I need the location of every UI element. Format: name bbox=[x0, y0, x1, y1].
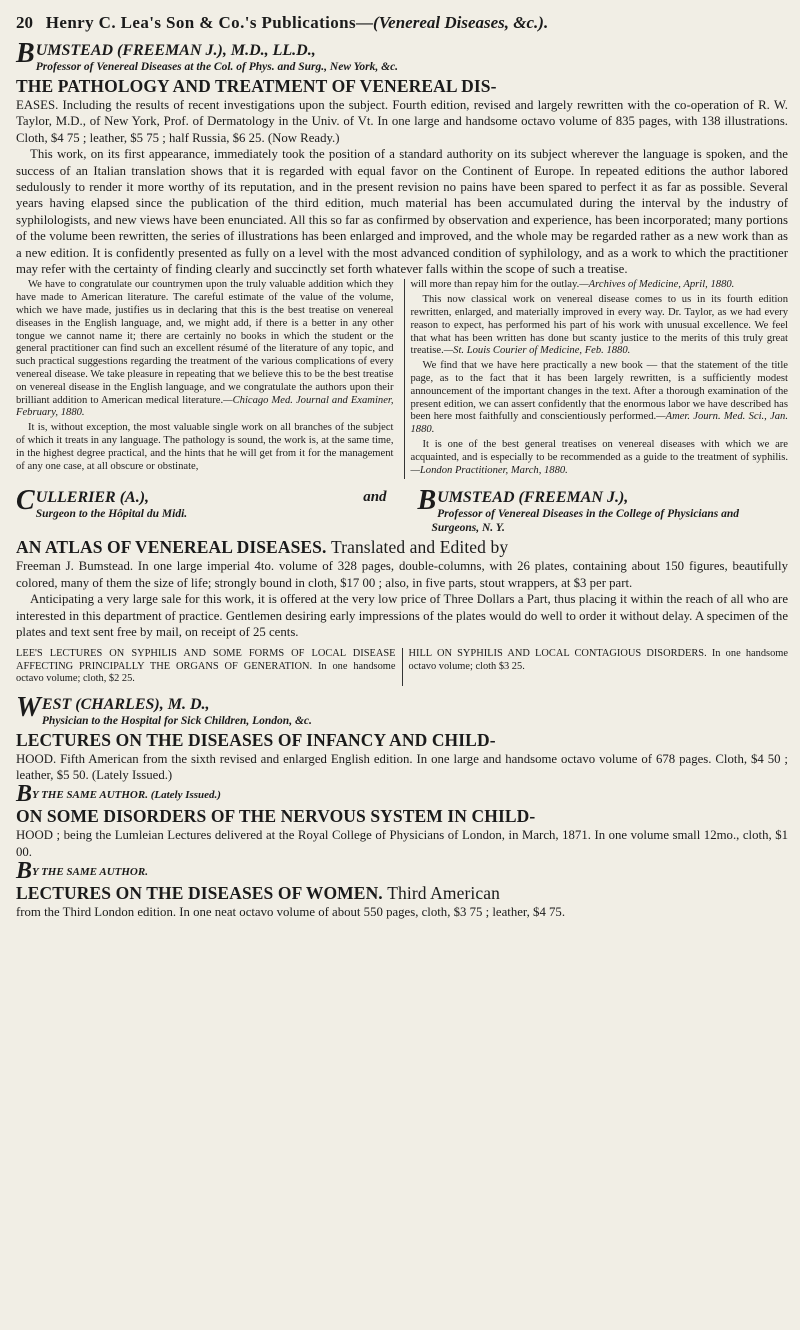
book-title: LECTURES ON THE DISEASES OF INFANCY AND CHILD- bbox=[16, 729, 496, 750]
author-position: Professor of Venereal Diseases in the College of Physicians and Surgeons, N. Y. bbox=[431, 508, 740, 535]
book-description: EASES. Including the results of recent investigations upon the subject. Fourth edition, revised and largely rewritten with the co-operation of R. W. Taylor, M.D., of New York, Prof. of Dermatology in the Univ. of Vt. In one large and handsome octavo volume of 835 pages, with 138 illustrations. Cloth, $4 75 ; leather, $5 75 ; half Russia, $6 25. (Now Ready.) bbox=[16, 98, 788, 145]
by-same-author bbox=[16, 858, 788, 885]
book-paragraph: This work, on its first appearance, immediately took the position of a standard authority on its subject wherever the language is spoken, and the success of an Italian translation shows that it is regarded with equal favor on the Continent of Europe. In repeated editions the author labored sedulously to render it more worthy of its reputation, and in the present revision no pains have been spared to perfect it as far as possible. Several years having elapsed since the publication of the third edition, much material has been accumulated during the interval by the industry of syphilologists, and new views have been enunciated. All this so far as confirmed by observation and experience, has been incorporated; many portions of the volume been rewritten, the series of illustrations has been enlarged and improved, and the whole may be regarded rather as a new work than as a new edition. It is confidently presented as fully on a level with the most advanced condition of syphilology, and as a work to which the practitioner may refer with the certainty of finding clearly and succinctly set forth whatever falls within the scope of such a treatise. bbox=[16, 147, 788, 277]
dropcap: B bbox=[16, 858, 33, 885]
publisher-name: Henry C. Lea's Son & Co.'s Publications bbox=[45, 13, 357, 32]
dropcap: B bbox=[16, 781, 33, 808]
review-cite: —St. Louis Courier of Medicine, Feb. 1880. bbox=[443, 345, 631, 357]
author-bumstead bbox=[417, 485, 788, 535]
atlas-authors bbox=[16, 485, 788, 535]
review-cite: —Chicago Med. Journal and Examiner, February, 1880. bbox=[16, 394, 394, 419]
book-title bbox=[16, 883, 788, 904]
book-description: from the Third London edition. In one neat octavo volume of about 550 pages, cloth, $3 75 ; leather, $4 75. bbox=[16, 905, 566, 920]
dropcap: B bbox=[16, 38, 35, 69]
author-position: Surgeon to the Hôpital du Midi. bbox=[35, 508, 188, 521]
and-text: and bbox=[363, 489, 387, 506]
author-name: UMSTEAD (FREEMAN J.), bbox=[437, 489, 629, 507]
entry-hill: HILL ON SYPHILIS AND LOCAL CONTAGIOUS DISORDERS. In one handsome octavo volume; cloth $3 25. bbox=[402, 648, 789, 685]
review-cite: —London Practitioner, March, 1880. bbox=[410, 464, 568, 476]
author-name: UMSTEAD (FREEMAN J.), M.D., LL.D., bbox=[35, 42, 316, 59]
by-text: Y THE SAME AUTHOR. bbox=[32, 866, 148, 879]
by-text: Y THE SAME AUTHOR. (Lately Issued.) bbox=[32, 789, 221, 802]
catalog-page bbox=[16, 6, 788, 1324]
review-cite: —Amer. Journ. Med. Sci., Jan. 1880. bbox=[410, 411, 788, 436]
book-title-main: LECTURES ON THE DISEASES OF WOMEN. bbox=[16, 883, 383, 904]
dropcap: B bbox=[417, 485, 437, 517]
review-cite: —Archives of Medicine, April, 1880. bbox=[579, 279, 735, 291]
page-header: 20 Henry C. Lea's Son & Co.'s Publications—(Venereal Diseases, &c.). bbox=[16, 13, 549, 32]
review-text: We find that we have here practically a new book — that the statement of the title page, as to the fact that it has been largely rewritten, is a sufficiently modest announcement of the important changes in the text. After a thorough examination of the present edition, we can assert confidently that the enormous labor we have described has been here most faithfully and conscientiously performed. bbox=[410, 360, 788, 423]
author-name: ULLERIER (A.), bbox=[35, 489, 150, 507]
book-title bbox=[16, 537, 788, 558]
book-paragraph: Anticipating a very large sale for this work, it is offered at the very low price of Three Dollars a Part, thus placing it within the reach of all who are interested in this department of practice. Gentlemen desiring early impressions of the plates would do well to order it without delay. A specimen of the plates and text sent free by mail, on receipt of 25 cents. bbox=[16, 592, 788, 640]
book-description: HOOD ; being the Lumleian Lectures delivered at the Royal College of Physicians of London, in March, 1871. In one volume small 12mo., cloth, $1 00. bbox=[16, 828, 788, 859]
book-title: ON SOME DISORDERS OF THE NERVOUS SYSTEM IN CHILD- bbox=[16, 806, 536, 827]
entry-west-nervous bbox=[16, 781, 788, 860]
entry-west-infancy bbox=[16, 691, 788, 784]
entry-lee: LEE'S LECTURES ON SYPHILIS AND SOME FORMS OF LOCAL DISEASE AFFECTING PRINCIPALLY THE ORGANS OF GENERATION. In one handsome octavo volume; cloth, $2 25. bbox=[16, 648, 396, 685]
book-description: Freeman J. Bumstead. In one large imperial 4to. volume of 328 pages, double-columns, with 26 plates, containing about 150 figures, beautifully colored, many of them the size of life; strongly bound in cloth, $17 00 ; also, in five parts, stout wrappers, at $3 per part. bbox=[16, 559, 788, 590]
entry-bumstead-pathology bbox=[16, 38, 788, 479]
entry-atlas bbox=[16, 485, 788, 640]
author-cullerier bbox=[16, 485, 387, 535]
author-position: Professor of Venereal Diseases at the Col. of Phys. and Surg., New York, &c. bbox=[35, 61, 399, 73]
author-position: Physician to the Hospital for Sick Children, London, &c. bbox=[41, 714, 312, 727]
author-name: EST (CHARLES), M. D., bbox=[41, 695, 210, 713]
book-title-tail: Translated and Edited by bbox=[330, 537, 509, 558]
review-text: We have to congratulate our countrymen upon the truly valuable addition which they have made to American literature. The careful estimate of the value of the volume, which we have made, justifies us in declaring that this is the best treatise on venereal diseases in the English language, and, we might add, if there is a better in any other tongue we cannot name it; there are certainly no books in which the student or the general practitioner can find such an excellent résumé of the literature of any topic, and such practical suggestions regarding the treatment of the various complications of every venereal disease. We take pleasure in repeating that we believe this to be the best treatise on venereal disease in the English language, and we congratulate the authors upon their brilliant addition to American medical literature. bbox=[16, 279, 394, 406]
page-number: 20 bbox=[16, 13, 33, 32]
reviews bbox=[16, 279, 788, 479]
book-title-tail: Third American bbox=[387, 883, 500, 904]
review-text: It is one of the best general treatises on venereal diseases with which we are acquainted, and is especially to be recommended as a guide to the treatment of syphilis. bbox=[410, 439, 788, 463]
dropcap: C bbox=[16, 485, 35, 517]
review-text: This now classical work on venereal disease comes to us in its fourth edition rewritten, enlarged, and materially improved in every way. Dr. Taylor, as we had every reason to expect, has performed his part of his work with unusual excellence. We feel that what has been written has done but scanty justice to the merits of this truly great treatise. bbox=[410, 294, 788, 357]
short-entries bbox=[16, 648, 788, 685]
reviews-left bbox=[16, 279, 394, 479]
book-title-main: AN ATLAS OF VENEREAL DISEASES. bbox=[16, 537, 327, 558]
review-text: will more than repay him for the outlay. bbox=[410, 279, 580, 291]
entry-west-women bbox=[16, 858, 788, 920]
book-description: HOOD. Fifth American from the sixth revised and enlarged English edition. In one large and handsome octavo volume of 678 pages. Cloth, $4 50 ; leather, $5 50. (Lately Issued.) bbox=[16, 751, 788, 783]
dropcap: W bbox=[16, 691, 41, 723]
by-same-author bbox=[16, 781, 788, 808]
reviews-right bbox=[404, 279, 789, 479]
book-title: THE PATHOLOGY AND TREATMENT OF VENEREAL DIS- bbox=[16, 76, 497, 96]
page-subject: (Venereal Diseases, &c.). bbox=[373, 13, 549, 32]
review-text: It is, without exception, the most valuable single work on all branches of the subject of which it treats in any language. The pathology is sound, the work is, at the same time, in the highest degree practical, and the hints that he will get from it for the management of any one case, at all obscure or obstinate, bbox=[16, 422, 394, 472]
